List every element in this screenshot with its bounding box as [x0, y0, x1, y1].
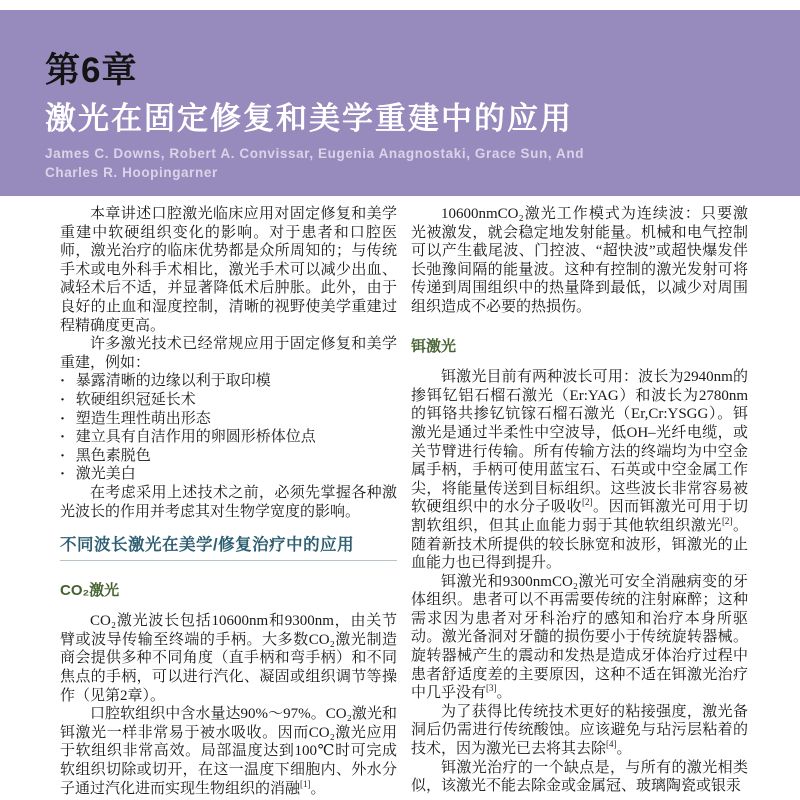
right-column [411, 205, 748, 798]
bullet-item [60, 447, 397, 466]
bullet-dot-icon: · [60, 391, 66, 408]
paragraph: 铒激光和9300nmCO₂激光可安全消融病变的牙体组织。患者可以不再需要传统的注射麻醉；这种需求因为患者对牙科治疗的感知和治疗本身所驱动。激光备洞对牙髓的损伤要小于传统旋转器械。旋转器械产生的震动和发热是造成牙体治疗过程中患者舒适度差的主要原因，这种不适在铒激光治疗中几乎没有[3]。 [411, 573, 748, 702]
article-body [60, 205, 748, 798]
paragraph: 口腔软组织中含水量达90%～97%。CO₂激光和铒激光一样非常易于被水吸收。因而CO₂激光应用于软组织非常高效。局部温度达到100℃时可完成软组织切除或切开，在这一温度下细胞内、外水分子通过汽化进而实现生物组织的消融[1]。 [60, 706, 397, 797]
bullet-item [60, 372, 397, 391]
paragraph: 10600nmCO₂激光工作模式为连续波：只要激光被激发，就会稳定地发射能量。机械和电气控制可以产生截尾波、门控波、“超快波”或超快爆发伴长弛豫间隔的能量波。这种有控制的激光发射可将传递到周围组织中的热量降到最低，以减少对周围组织造成不必要的热损伤。 [411, 206, 748, 315]
bullet-list [60, 372, 397, 484]
reference-superscript: [2] [721, 515, 733, 526]
authors-line-1: James C. Downs, Robert A. Convissar, Eugenia Anagnostaki, Grace Sun, And [45, 146, 585, 162]
bullet-item [60, 410, 397, 429]
bullet-item [60, 391, 397, 410]
reference-superscript: [3] [486, 683, 497, 694]
reference-superscript: [1] [300, 778, 311, 789]
bullet-dot-icon: · [60, 466, 66, 483]
bullet-text: 黑色素脱色 [75, 447, 151, 464]
paragraph: 许多激光技术已经常规应用于固定修复和美学重建，例如： [60, 336, 397, 371]
bullet-text: 软硬组织冠延长术 [75, 391, 196, 408]
paragraph: 铒激光治疗的一个缺点是，与所有的激光相类似，该激光不能去除金或金属冠、玻璃陶瓷或银汞 [411, 759, 748, 795]
bullet-text: 建立具有自洁作用的卵圆形桥体位点 [75, 429, 316, 446]
reference-superscript: [2] [582, 497, 593, 508]
reference-superscript: [4] [606, 739, 617, 750]
paragraph: 铒激光目前有两种波长可用：波长为2940nm的掺铒钇铝石榴石激光（Er:YAG）和波长为2780nm的铒铬共掺钇钪镓石榴石激光（Er,Cr:YSGG）。铒激光是通过半柔性中空波导，低OH–光纤电缆，或关节臂进行传输。所有传输方法的终端均为中空金属手柄，手柄可使用蓝宝石、石英或中空金属工作尖，将能量传送到目标组织。这些波长非常容易被软硬组织中的水分子吸收[2]。因而铒激光可用于切割软组织，但其止血能力弱于其他软组织激光[2]。随着新技术所提供的较长脉宽和波形，铒激光的止血能力也已得到提升。 [411, 369, 748, 572]
bullet-item [60, 428, 397, 447]
bullet-dot-icon: · [60, 410, 66, 427]
authors [45, 145, 745, 183]
chapter-title: 激光在固定修复和美学重建中的应用 [45, 100, 573, 136]
chapter-header-band [0, 10, 800, 196]
authors-line-2: Charles R. Hoopingarner [45, 165, 218, 181]
subsection-heading: 铒激光 [411, 337, 457, 355]
bullet-dot-icon: · [60, 429, 66, 446]
chapter-number: 第6章 [45, 51, 138, 90]
bullet-dot-icon: · [60, 447, 66, 464]
paragraph: 本章讲述口腔激光临床应用对固定修复和美学重建中软硬组织变化的影响。对于患者和口腔医师，激光治疗的临床优势都是众所周知的；与传统手术或电外科手术相比，激光手术可以减少出血、减轻术后不适，并显著降低术后肿胀。此外，由于良好的止血和湿度控制，清晰的视野使美学重建过程精确度更高。 [60, 206, 397, 334]
subsection-heading: CO₂激光 [60, 581, 120, 599]
paragraph: 在考虑采用上述技术之前，必须先掌握各种激光波长的作用并考虑其对生物学宽度的影响。 [60, 484, 397, 520]
paragraph: 为了获得比传统技术更好的粘接强度，激光备洞后仍需进行传统酸蚀。应该避免与玷污层粘着的技术，因为激光已去将其去除[4]。 [411, 703, 748, 758]
bullet-text: 激光美白 [75, 466, 136, 483]
bullet-text: 塑造生理性萌出形态 [75, 410, 211, 427]
bullet-text: 暴露清晰的边缘以利于取印模 [75, 373, 271, 390]
section-heading: 不同波长激光在美学/修复治疗中的应用 [60, 536, 397, 561]
bullet-item [60, 465, 397, 484]
bullet-dot-icon: · [60, 373, 66, 390]
paragraph: CO₂激光波长包括10600nm和9300nm，由关节臂或波导传输至终端的手柄。大多数CO₂激光制造商会提供多种不同角度（直手柄和弯手柄）和不同焦点的手柄，可以进行汽化、凝固或组织调节等操作（见第2章）。 [60, 613, 397, 704]
left-column [60, 205, 397, 798]
